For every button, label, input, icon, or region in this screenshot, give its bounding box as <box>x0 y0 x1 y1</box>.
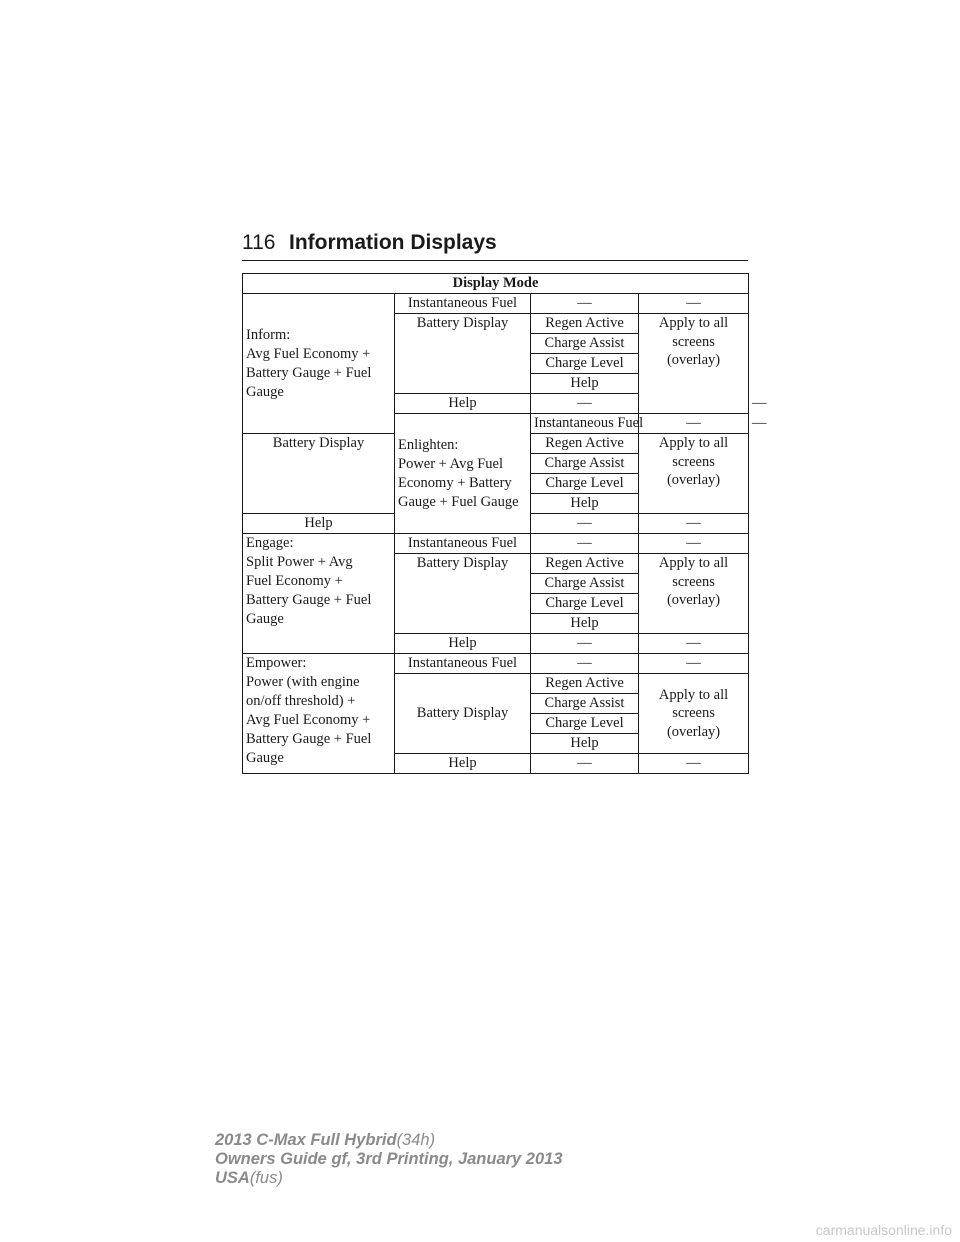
battery-display-cell: Battery Display <box>243 434 395 514</box>
page-header <box>242 230 748 261</box>
dash-cell: — <box>531 634 639 654</box>
table-row <box>243 534 749 554</box>
overlay-note-cell: Apply to all screens (overlay) <box>639 674 749 754</box>
mode-description-enlighten: Enlighten: Power + Avg Fuel Economy + Battery Gauge + Fuel Gauge <box>395 414 531 534</box>
sub-item-cell: Regen Active <box>531 554 639 574</box>
dash-cell: — <box>639 294 749 314</box>
overlay-note-cell: Apply to all screens (overlay) <box>639 434 749 514</box>
help-cell: Help <box>395 634 531 654</box>
mode-description-empower: Empower: Power (with engine on/off threshold) + Avg Fuel Economy + Battery Gauge + Fuel Gauge <box>243 654 395 774</box>
sub-item-cell: Charge Assist <box>531 454 639 474</box>
table-row <box>243 294 749 314</box>
dash-cell: — <box>639 634 749 654</box>
sub-item-cell: Regen Active <box>531 314 639 334</box>
help-cell: Help <box>395 754 531 774</box>
dash-cell: — <box>639 514 749 534</box>
table-row: Enlighten: Power + Avg Fuel Economy + Battery Gauge + Fuel Gauge Instantaneous Fuel — — <box>243 414 749 434</box>
instantaneous-fuel-cell: Instantaneous Fuel <box>395 294 531 314</box>
section-title: Information Displays <box>289 231 497 254</box>
footer-line-printing: Owners Guide gf, 3rd Printing, January 2013 <box>215 1150 563 1168</box>
help-cell: Help <box>243 514 395 534</box>
display-mode-table <box>242 273 767 774</box>
mode-description-engage: Engage: Split Power + Avg Fuel Economy + Battery Gauge + Fuel Gauge <box>243 534 395 654</box>
sub-item-cell: Charge Level <box>531 594 639 614</box>
dash-cell: — <box>639 754 749 774</box>
sub-item-cell: Help <box>531 734 639 754</box>
document-footer <box>215 1131 563 1188</box>
table-header-row <box>243 274 749 294</box>
battery-display-cell: Battery Display <box>395 554 531 634</box>
overlay-note-cell: Apply to all screens (overlay) <box>639 554 749 634</box>
overlay-note-cell: Apply to all screens (overlay) <box>639 314 749 414</box>
dash-cell: — <box>531 654 639 674</box>
footer-line-model: 2013 C-Max Full Hybrid(34h) <box>215 1131 436 1149</box>
battery-display-cell: Battery Display <box>395 674 531 754</box>
table-row <box>243 654 749 674</box>
instantaneous-fuel-cell: Instantaneous Fuel <box>395 654 531 674</box>
sub-item-cell: Help <box>531 614 639 634</box>
sub-item-cell: Regen Active <box>531 674 639 694</box>
dash-cell: — <box>639 414 749 434</box>
dash-cell: — <box>531 394 639 414</box>
sub-item-cell: Regen Active <box>531 434 639 454</box>
instantaneous-fuel-cell: Instantaneous Fuel <box>531 414 639 434</box>
sub-item-cell: Charge Level <box>531 354 639 374</box>
sub-item-cell: Charge Assist <box>531 574 639 594</box>
table-row: Help — — <box>243 394 749 414</box>
sub-item-cell: Charge Level <box>531 474 639 494</box>
page-number: 116 <box>242 231 276 254</box>
dash-cell: — <box>639 654 749 674</box>
battery-display-cell: Battery Display <box>395 314 531 394</box>
sub-item-cell: Charge Level <box>531 714 639 734</box>
table-heading: Display Mode <box>243 274 749 294</box>
sub-item-cell: Help <box>531 494 639 514</box>
sub-item-cell: Charge Assist <box>531 694 639 714</box>
dash-cell: — <box>531 754 639 774</box>
sub-item-cell: Charge Assist <box>531 334 639 354</box>
dash-cell: — <box>531 294 639 314</box>
help-cell: Help <box>395 394 531 414</box>
footer-line-market: USA(fus) <box>215 1169 283 1187</box>
site-watermark: carmanualsonline.info <box>815 1222 952 1238</box>
dash-cell: — <box>531 534 639 554</box>
sub-item-cell: Help <box>531 374 639 394</box>
instantaneous-fuel-cell: Instantaneous Fuel <box>395 534 531 554</box>
dash-cell: — <box>531 514 639 534</box>
mode-description-inform: Inform: Avg Fuel Economy + Battery Gauge + Fuel Gauge <box>243 294 395 434</box>
dash-cell: — <box>639 534 749 554</box>
